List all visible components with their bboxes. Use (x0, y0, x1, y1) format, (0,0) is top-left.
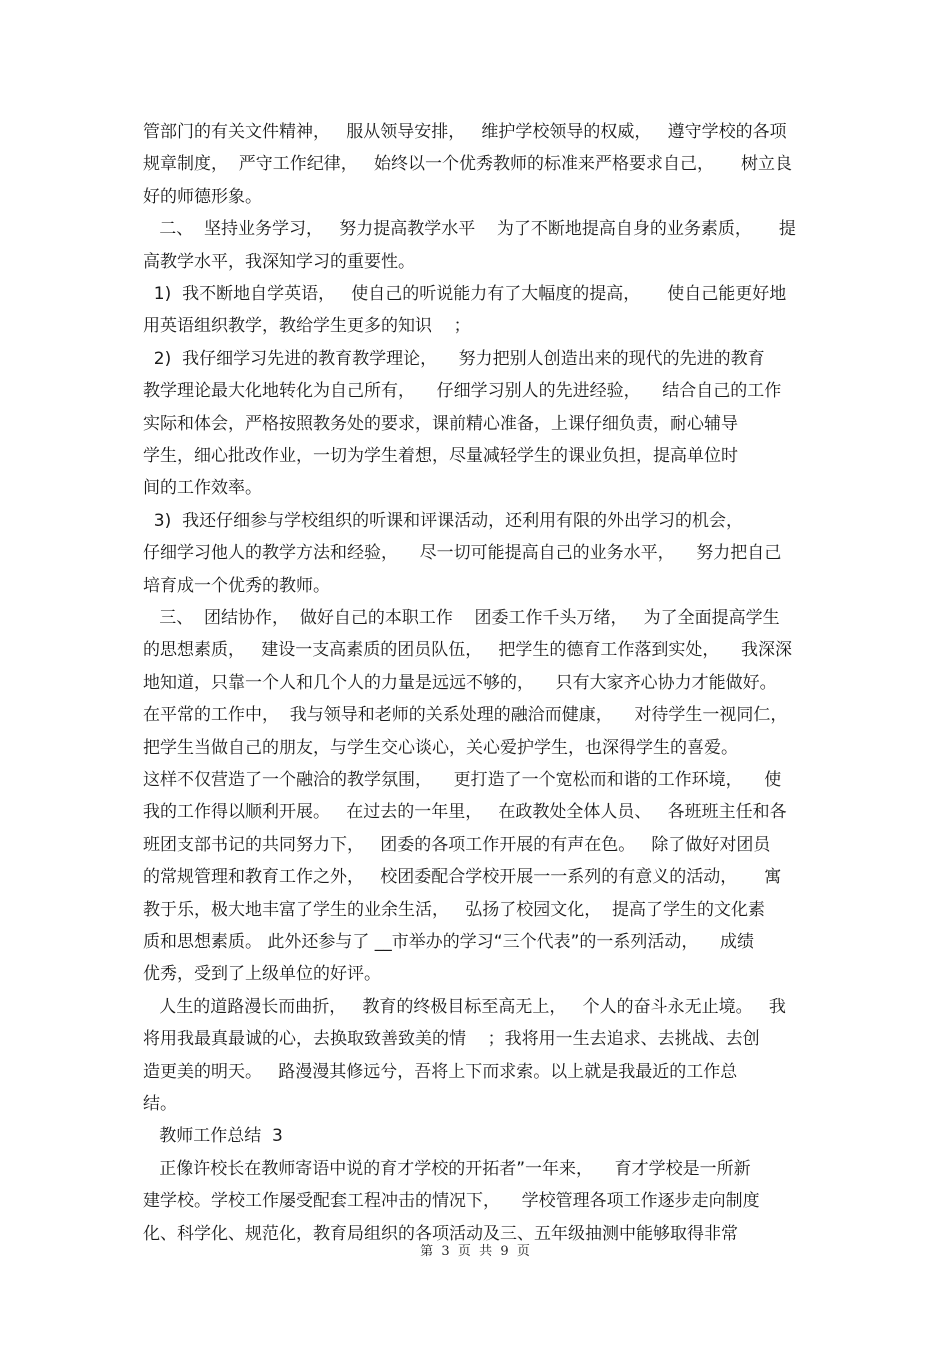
text-line: 教于乐，极大地丰富了学生的业余生活， 弘扬了校园文化， 提高了学生的文化素 (143, 899, 766, 920)
text-line: 间的工作效率。 (143, 478, 262, 499)
text-line: 用英语组织教学，教给学生更多的知识 ； (143, 316, 471, 337)
text-line: 好的师德形象。 (143, 186, 262, 207)
text-line: 规章制度， 严守工作纪律， 始终以一个优秀教师的标准来严格要求自己， 树立良 (143, 154, 793, 175)
text-line: 地知道，只靠一个人和几个人的力量是远远不够的， 只有大家齐心协力才能做好。 (143, 672, 777, 693)
text-line: 教师工作总结 3 (143, 1126, 283, 1147)
text-line: 学生，细心批改作业，一切为学生着想，尽量减轻学生的课业负担，提高单位时 (143, 446, 738, 466)
text-line: 2) 我仔细学习先进的教育教学理论， 努力把别人创造出来的现代的先进的教育 (143, 348, 765, 369)
text-line: 的思想素质， 建设一支高素质的团员队伍， 把学生的德育工作落到实处， 我深深 (143, 640, 793, 661)
page-footer: 第 3 页 共 9 页 (420, 1244, 530, 1259)
text-line: 人生的道路漫长而曲折， 教育的终极目标至高无上， 个人的奋斗永无止境。 我 (143, 996, 786, 1017)
text-line: 培育成一个优秀的教师。 (143, 575, 330, 596)
text-line: 我的工作得以顺利开展。 在过去的一年里， 在政教处全体人员、 各班班主任和各 (143, 802, 787, 823)
text-line: 将用我最真最诚的心，去换取致善致美的情 ；我将用一生去追求、去挑战、去创 (143, 1029, 760, 1050)
text-line: 把学生当做自己的朋友，与学生交心谈心，关心爱护学生，也深得学生的喜爱。 (143, 737, 738, 758)
text-line: 二、 坚持业务学习， 努力提高教学水平 为了不断地提高自身的业务素质， 提 (143, 219, 796, 240)
text-line: 优秀，受到了上级单位的好评。 (143, 964, 381, 985)
text-line: 3) 我还仔细参与学校组织的听课和评课活动，还利用有限的外出学习的机会， (143, 510, 744, 531)
text-line: 班团支部书记的共同努力下， 团委的各项工作开展的有声在色。 除了做好对团员 (143, 834, 771, 855)
text-line: 教学理论最大化地转化为自己所有， 仔细学习别人的先进经验， 结合自己的工作 (143, 381, 782, 402)
text-line: 三、 团结协作， 做好自己的本职工作 团委工作千头万绪， 为了全面提高学生 (143, 608, 780, 628)
text-line: 高教学水平，我深知学习的重要性。 (143, 251, 415, 272)
text-line: 的常规管理和教育工作之外， 校团委配合学校开展一一系列的有意义的活动， 寓 (143, 867, 782, 888)
text-line: 结。 (143, 1094, 177, 1114)
text-line: 在平常的工作中， 我与领导和老师的关系处理的融洽而健康， 对待学生一视同仁， (143, 705, 788, 726)
text-line: 造更美的明天。 路漫漫其修远兮，吾将上下而求索。以上就是我最近的工作总 (143, 1061, 738, 1082)
text-line: 仔细学习他人的教学方法和经验， 尽一切可能提高自己的业务水平， 努力把自己 (143, 543, 782, 564)
text-line: 1) 我不断地自学英语， 使自己的听说能力有了大幅度的提高， 使自己能更好地 (143, 284, 787, 304)
text-line: 实际和体会，严格按照教务处的要求，课前精心准备，上课仔细负责，耐心辅导 (143, 413, 738, 434)
text-line: 化、科学化、规范化，教育局组织的各项活动及三、五年级抽测中能够取得非常 (143, 1223, 738, 1244)
text-line: 质和思想素质。 此外还参与了 __市举办的学习“三个代表”的一系列活动， 成绩 (143, 932, 755, 952)
text-line: 建学校。学校工作屡受配套工程冲击的情况下， 学校管理各项工作逐步走向制度 (143, 1191, 760, 1212)
text-line: 这样不仅营造了一个融洽的教学氛围， 更打造了一个宽松而和谐的工作环境， 使 (143, 770, 782, 790)
text-line: 正像许校长在教师寄语中说的育才学校的开拓者”一年来， 育才学校是一所新 (143, 1158, 751, 1179)
text-line: 管部门的有关文件精神， 服从领导安排， 维护学校领导的权威， 遵守学校的各项 (143, 122, 787, 142)
